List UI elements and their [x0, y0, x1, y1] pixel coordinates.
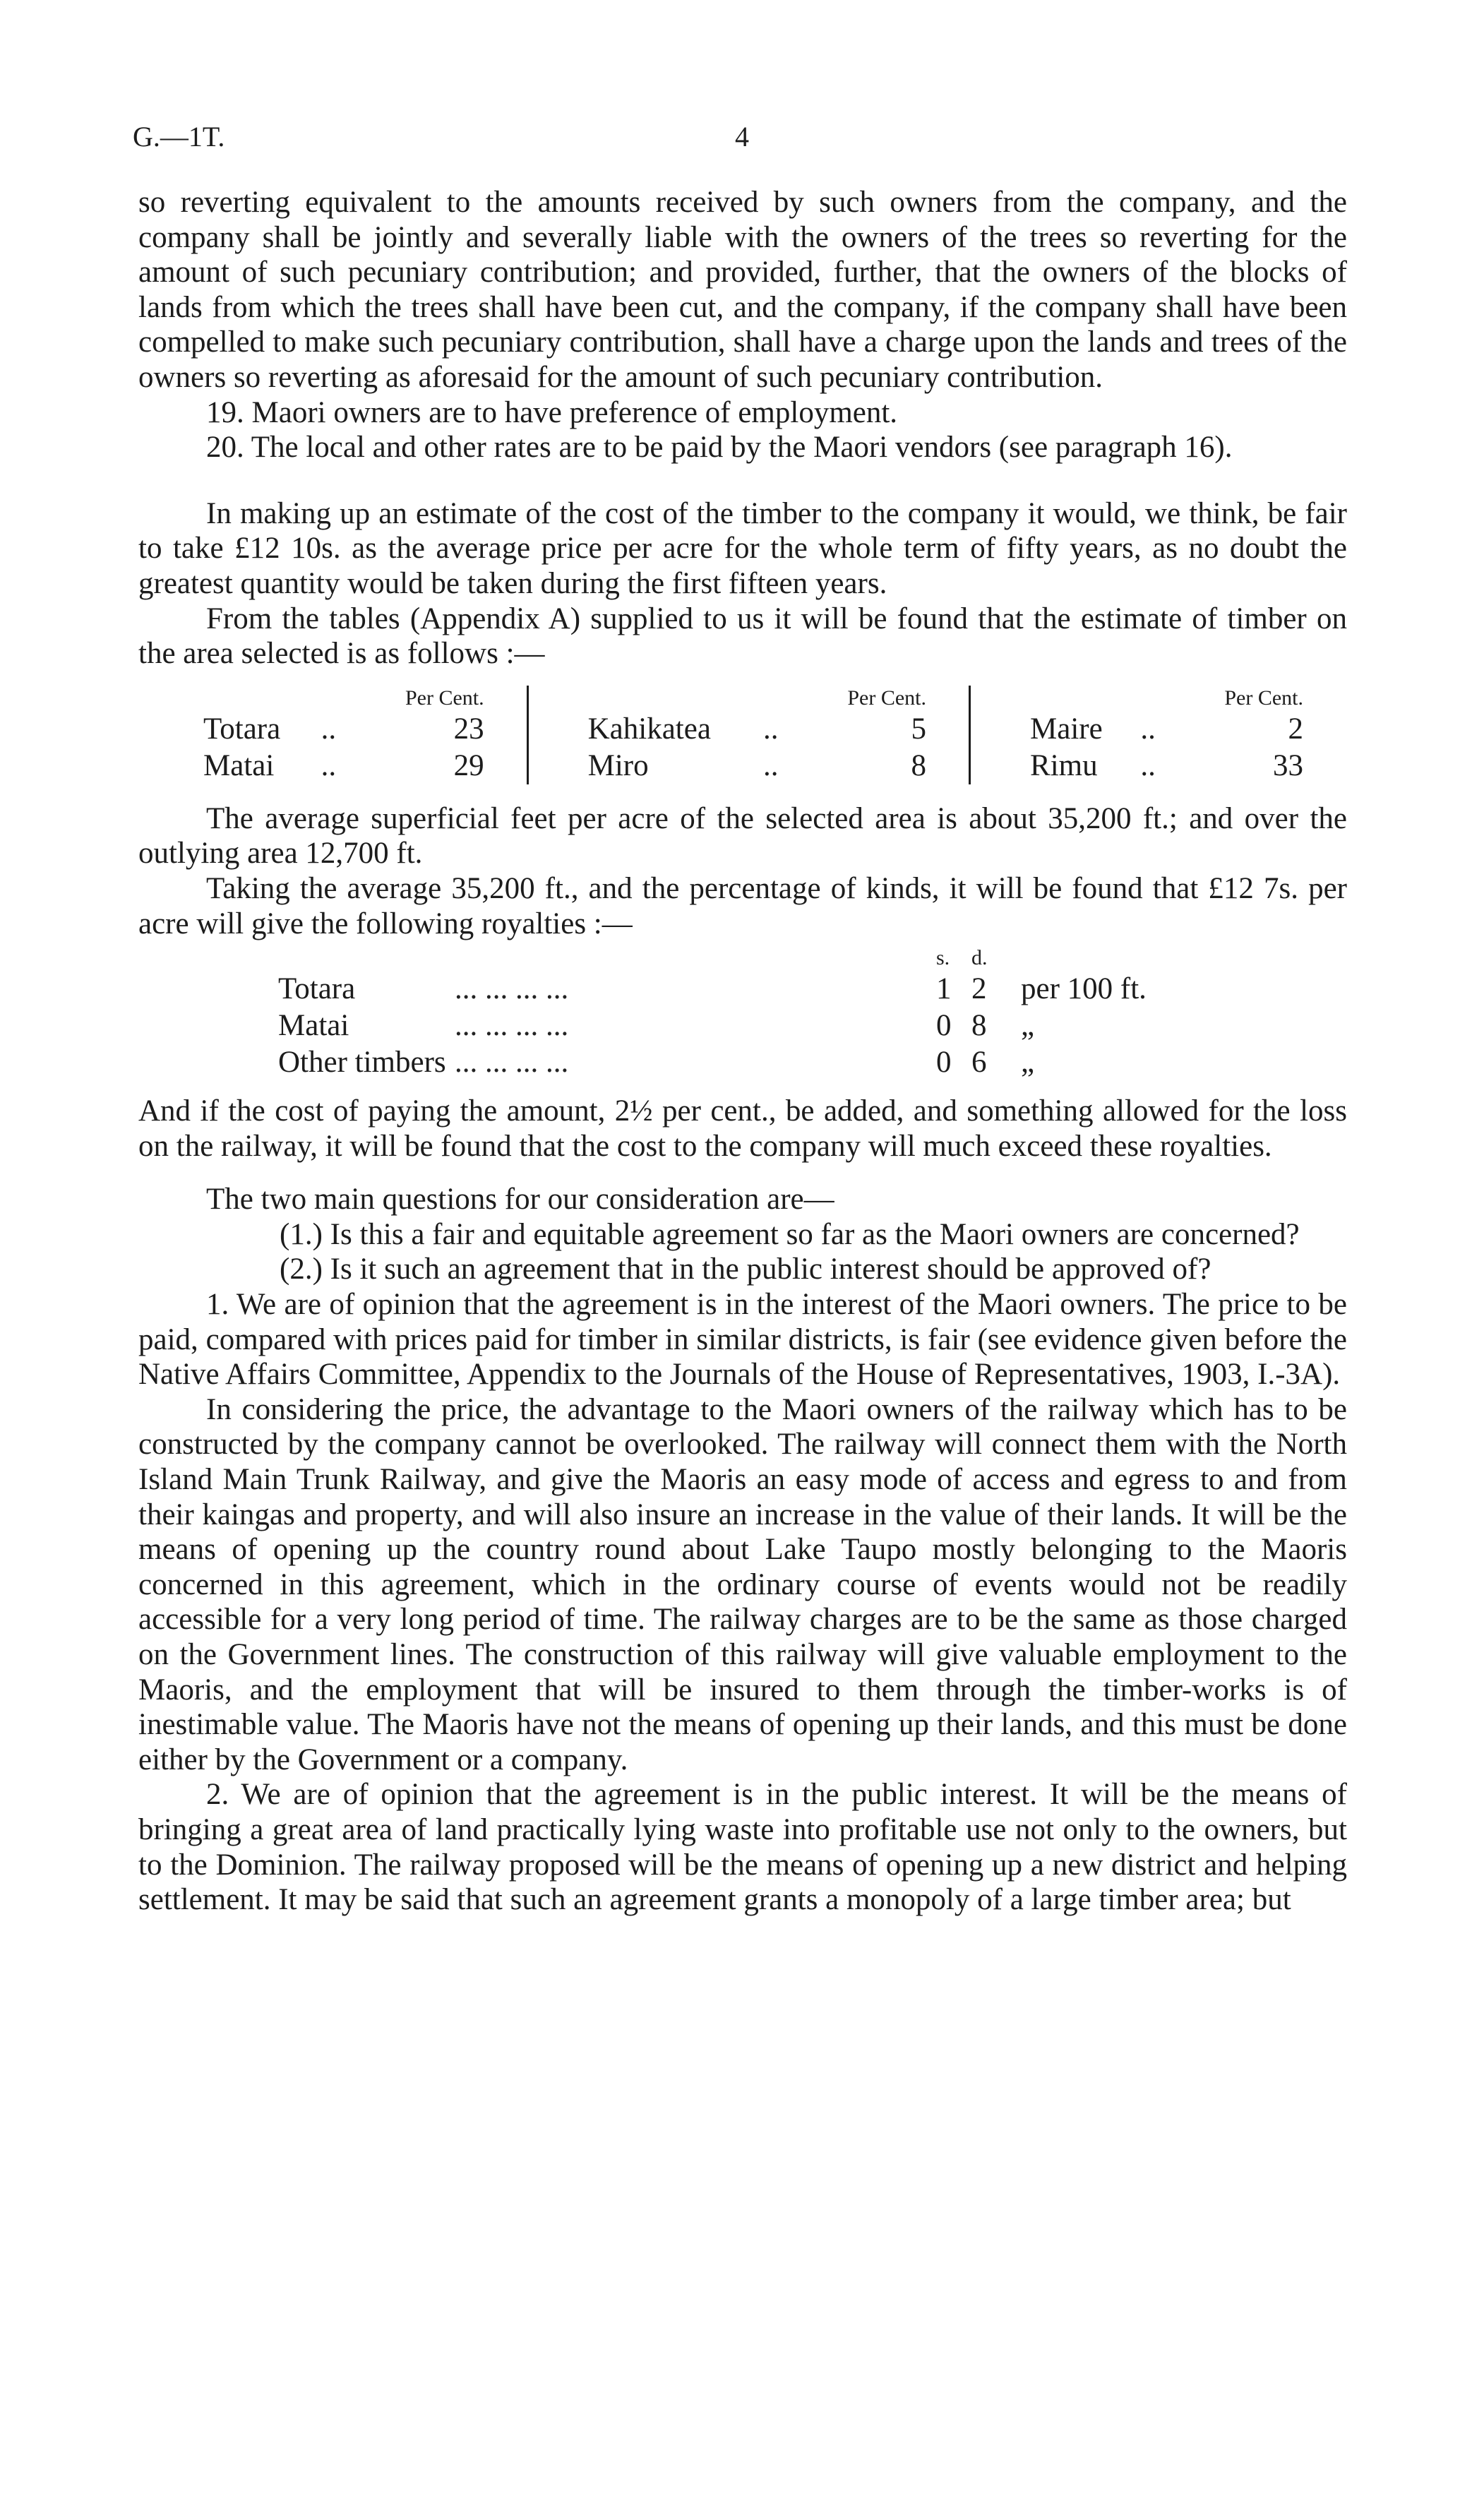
questions-intro: The two main questions for our consideration are— — [206, 1183, 834, 1217]
page-header — [133, 120, 1351, 162]
leader-dots: .. — [321, 748, 337, 782]
page-number: 4 — [735, 121, 749, 153]
species-row — [138, 711, 1346, 748]
per-cent-label: Per Cent. — [371, 686, 528, 711]
royalty-row — [138, 971, 1147, 1008]
paragraph-cost: And if the cost of paying the amount, 2½ per cent., be added, and something allowed for the loss on the railway, it will be found that the cost to the company will much exceed these royalties. — [138, 1094, 1347, 1163]
leader-dots: .. — [1140, 748, 1156, 782]
royalty-pence: 8 — [971, 1009, 987, 1043]
royalty-pence: 6 — [971, 1046, 987, 1080]
paragraph-continued: so reverting equivalent to the amounts received by such owners from the company, and the company shall be jointly and severally liable with the owners of the trees so reverting for the amount of such pecuniary contribution; and provided, further, that the owners of the blocks of lands from which the trees shall have been cut, and the company, if the company shall have been compelled to make such pecuniary contribution, shall have a charge upon the lands and trees of the owners so reverting as aforesaid for the amount of such pecuniary contribution. — [138, 186, 1347, 394]
royalty-timber: Matai — [278, 1009, 349, 1043]
species-name: Kahikatea — [587, 712, 711, 746]
paragraph-clause-20: 20. The local and other rates are to be paid by the Maori vendors (see paragraph 16). — [206, 431, 1233, 465]
per-cent-label: Per Cent. — [813, 686, 970, 711]
leader-dots: ... ... ... ... — [455, 1046, 569, 1080]
royalty-timber: Other timbers — [278, 1046, 446, 1080]
leader-dots: ... ... ... ... — [455, 972, 569, 1006]
species-name: Matai — [203, 748, 275, 782]
leader-dots: ... ... ... ... — [455, 1009, 569, 1043]
species-row — [138, 748, 1346, 784]
paragraph-railway-advantage: In considering the price, the advantage to the Maori owners of the railway which has to be constructed by the company cannot be overlooked. The railway will connect them with the North Island Main Trunk Railway, and give the Maoris an easy mode of access and egress to and from their kaingas and property, and will also insure an increase in the value of their lands. It will be the means of opening up the country round about Lake Taupo mostly belonging to the Maoris concerned in this agreement, which in the ordinary course of events would not be readily accessible for a very long period of time. The railway charges are to be the same as those charged on the Government lines. The construction of this railway will give valuable employment to the Maoris, and the employment that will be insured to them through the timber-works is of inestimable value. The Maoris have not the means of opening up their lands, and this must be done either by the Government or a company. — [138, 1392, 1347, 1776]
paragraph-superficial: The average superficial feet per acre of the selected area is about 35,200 ft.; and over the outlying area 12,700 ft. — [138, 801, 1347, 871]
pence-header: d. — [971, 946, 988, 970]
species-percent: 8 — [813, 748, 970, 784]
species-percent: 23 — [371, 711, 528, 748]
species-percentage-table — [138, 686, 1346, 784]
species-name: Totara — [203, 712, 281, 746]
page-body — [138, 185, 1347, 1918]
royalty-shillings: 0 — [936, 1009, 952, 1043]
per-cent-label: Per Cent. — [1224, 686, 1303, 710]
royalty-unit: „ — [1021, 1046, 1035, 1080]
question-1: (1.) Is this a fair and equitable agreement so far as the Maori owners are concerned? — [280, 1217, 1300, 1251]
species-name: Rimu — [1030, 748, 1098, 782]
species-percent: 33 — [1273, 748, 1303, 782]
royalties-table — [138, 945, 1147, 1081]
document-reference: G.—1T. — [133, 121, 225, 153]
leader-dots: .. — [1140, 712, 1156, 746]
shillings-header: s. — [936, 946, 950, 970]
royalty-unit: „ — [1021, 1009, 1035, 1043]
question-2: (2.) Is it such an agreement that in the public interest should be approved of? — [280, 1253, 1211, 1286]
royalty-unit: per 100 ft. — [1021, 972, 1147, 1006]
royalty-row — [138, 1008, 1147, 1044]
paragraph-estimate: In making up an estimate of the cost of the timber to the company it would, we think, be fair to take £12 10s. as the average price per acre for the whole term of fifty years, as no doubt the greatest quantity would be taken during the first fifteen years. — [138, 496, 1347, 600]
leader-dots: .. — [762, 748, 779, 782]
paragraph-tables: From the tables (Appendix A) supplied to us it will be found that the estimate of timber on the area selected is as follows :— — [138, 602, 1347, 671]
leader-dots: .. — [762, 712, 779, 746]
paragraph-clause-19: 19. Maori owners are to have preference of employment. — [206, 395, 898, 429]
leader-dots: .. — [321, 712, 337, 746]
paragraph-taking: Taking the average 35,200 ft., and the percentage of kinds, it will be found that £12 7s. per acre will give the following royalties :— — [138, 871, 1347, 940]
paragraph-opinion-1: 1. We are of opinion that the agreement is in the interest of the Maori owners. The price to be paid, compared with prices paid for timber in similar districts, is fair (see evidence given before the Native Affairs Committee, Appendix to the Journals of the House of Representatives, 1903, I.-3A). — [138, 1288, 1347, 1392]
royalty-shillings: 1 — [936, 972, 952, 1006]
species-name: Maire — [1030, 712, 1103, 746]
paragraph-opinion-2: 2. We are of opinion that the agreement is in the public interest. It will be the means of bringing a great area of land practically lying waste into profitable use not only to the owners, but to the Dominion. The railway proposed will be the means of opening up a new district and helping settlement. It may be said that such an agreement grants a monopoly of a large timber area; but — [138, 1778, 1347, 1917]
royalty-row — [138, 1044, 1147, 1081]
royalty-pence: 2 — [971, 972, 987, 1006]
species-percent: 29 — [371, 748, 528, 784]
species-name: Miro — [587, 748, 649, 782]
species-percent: 5 — [813, 711, 970, 748]
species-percent: 2 — [1288, 712, 1303, 746]
royalty-shillings: 0 — [936, 1046, 952, 1080]
royalty-timber: Totara — [278, 972, 356, 1006]
